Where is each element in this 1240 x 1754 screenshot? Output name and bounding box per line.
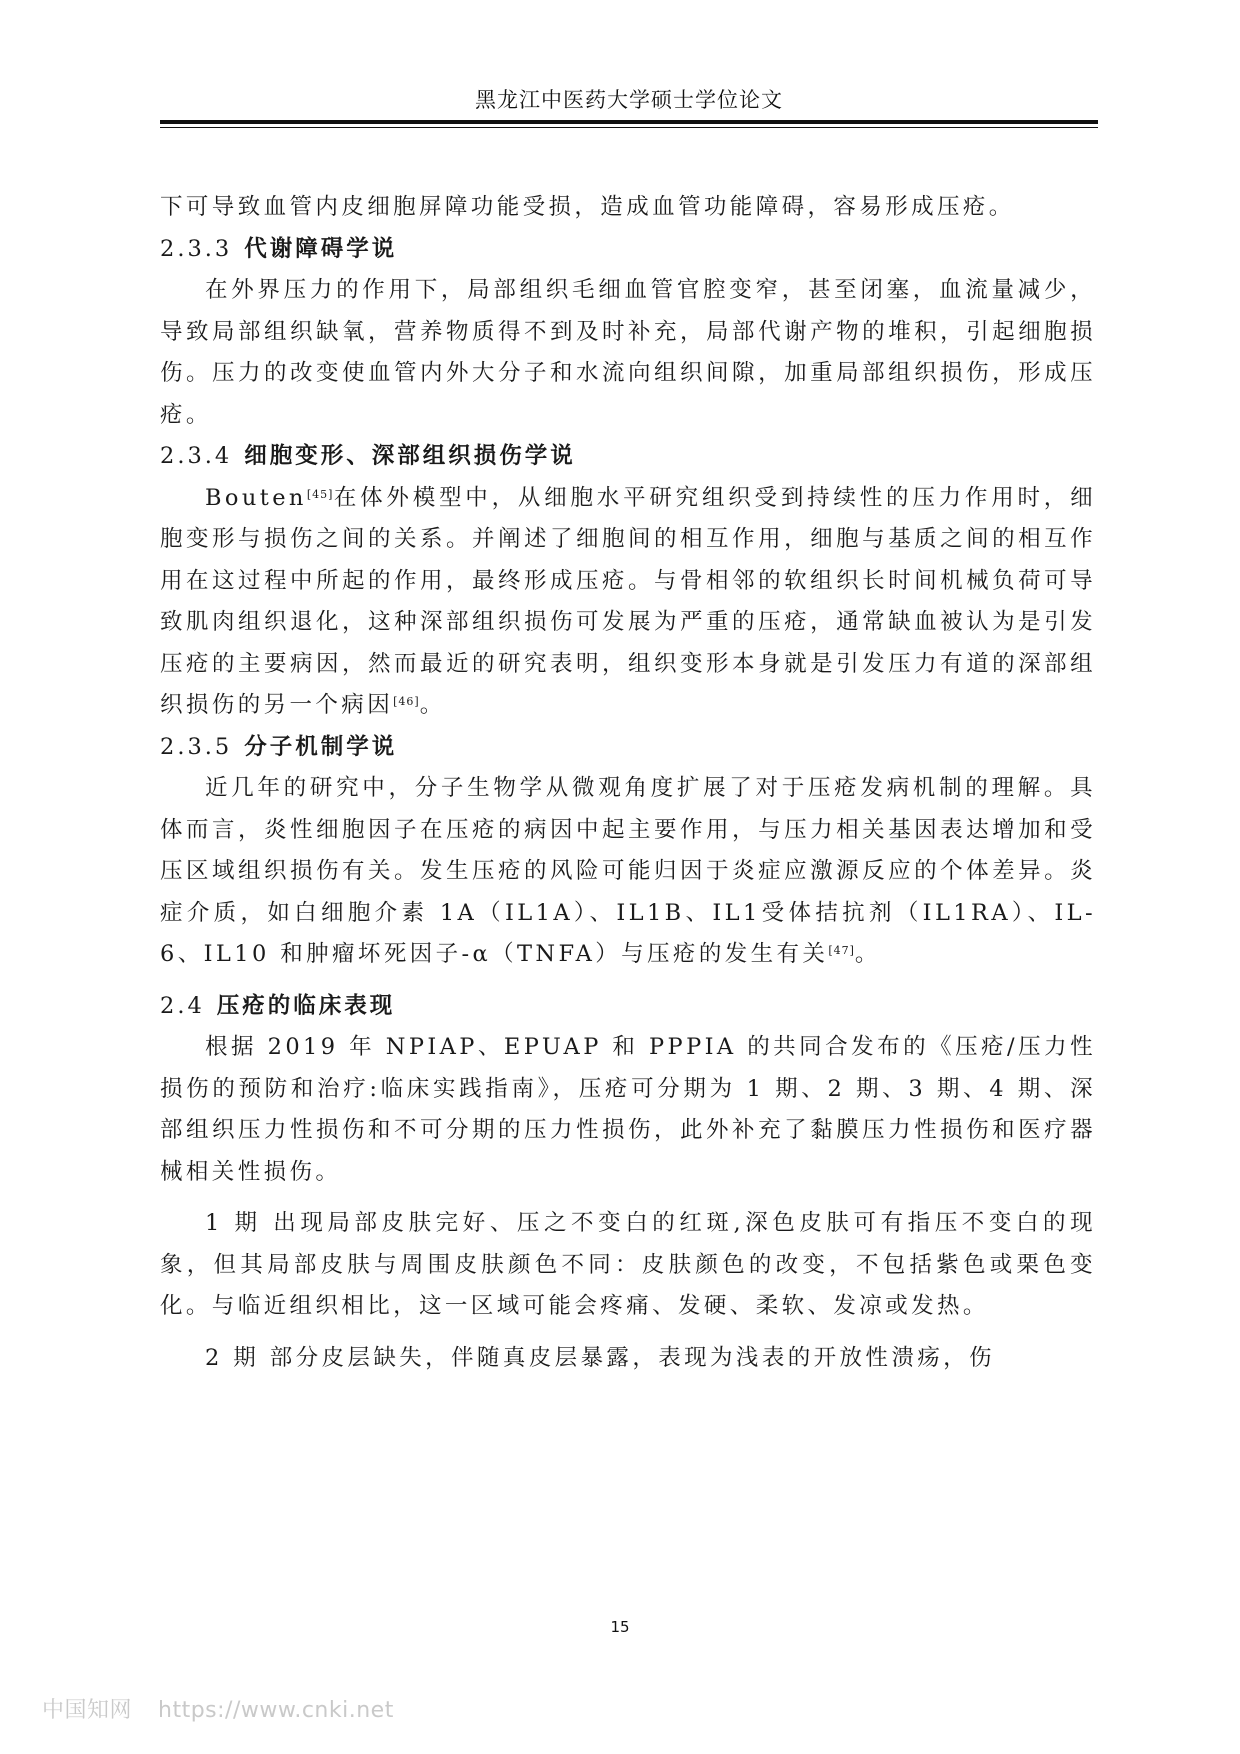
paragraph-stage-1: 1 期 出现局部皮肤完好、压之不变白的红斑,深色皮肤可有指压不变白的现象，但其局部皮肤与周围皮肤颜色不同：皮肤颜色的改变，不包括紫色或栗色变化。与临近组织相比，这一区域可能会疼痛、发硬、柔软、发凉或发热。: [160, 1210, 1096, 1319]
citation-ref: [47]: [828, 944, 855, 957]
header-rule-thin: [160, 127, 1098, 128]
paragraph-text: 。: [854, 941, 881, 967]
watermark-brand: 中国知网: [42, 1698, 133, 1723]
watermark-url: https://www.cnki.net: [158, 1698, 394, 1723]
section-title: 压疮的临床表现: [216, 992, 396, 1019]
section-number: 2.3.4: [160, 443, 233, 469]
citation-ref: [46]: [393, 695, 420, 708]
section-number: 2.4: [160, 992, 205, 1019]
section-heading-2-3-3: [160, 229, 1096, 271]
section-number: 2.3.5: [160, 733, 233, 760]
paragraph-stage-2: 2 期 部分皮层缺失，伴随真皮层暴露，表现为浅表的开放性溃疡，伤: [205, 1344, 995, 1371]
cnki-watermark: [42, 1693, 394, 1724]
section-title: 代谢障碍学说: [244, 235, 398, 262]
section-title: 细胞变形、深部组织损伤学说: [244, 443, 576, 469]
paragraph-molecular: [160, 768, 1096, 976]
paragraph-clinical: 根据 2019 年 NPIAP、EPUAP 和 PPPIA 的共同合发布的《压疮/压力性损伤的预防和治疗:临床实践指南》，压疮可分期为 1 期、2 期、3 期、4 期、深部组织压力性损伤和不可分期的压力性损伤，此外补充了黏膜压力性损伤和医疗器械相关性损伤。: [160, 1034, 1096, 1185]
section-heading-2-4: [160, 986, 1096, 1028]
paragraph-cell-deformation: [160, 478, 1096, 727]
author-name: Bouten: [205, 484, 307, 511]
section-number: 2.3.3: [160, 235, 233, 262]
paragraph-text: 。: [419, 692, 446, 718]
page-number: 15: [610, 1618, 630, 1636]
section-heading-2-3-5: [160, 727, 1096, 769]
section-title: 分子机制学说: [244, 733, 398, 760]
header-rule-thick: [160, 120, 1098, 124]
running-header: 黑龙江中医药大学硕士学位论文: [475, 88, 783, 112]
citation-ref: [45]: [306, 487, 334, 501]
paragraph-metabolic: 在外界压力的作用下，局部组织毛细血管官腔变窄，甚至闭塞，血流量减少，导致局部组织缺氧，营养物质得不到及时补充，局部代谢产物的堆积，引起细胞损伤。压力的改变使血管内外大分子和水流向组织间隙，加重局部组织损伤，形成压疮。: [160, 277, 1096, 428]
page-body: [160, 187, 1096, 1379]
paragraph-text: 近几年的研究中，分子生物学从微观角度扩展了对于压疮发病机制的理解。具体而言，炎性细胞因子在压疮的病因中起主要作用，与压力相关基因表达增加和受压区域组织损伤有关。发生压疮的风险可能归因于炎症应激源反应的个体差异。炎症介质，如白细胞介素 1A（IL1A）、IL1B、IL1受体拮抗剂（IL1RA）、IL-6、IL10 和肿瘤坏死因子-α（TNFA）与压疮的发生有关: [160, 775, 1096, 967]
paragraph-text: 在体外模型中，从细胞水平研究组织受到持续性的压力作用时，细胞变形与损伤之间的关系。并阐述了细胞间的相互作用，细胞与基质之间的相互作用在这过程中所起的作用，最终形成压疮。与骨相邻的软组织长时间机械负荷可导致肌肉组织退化，这种深部组织损伤可发展为严重的压疮，通常缺血被认为是引发压疮的主要病因，然而最近的研究表明，组织变形本身就是引发压力有道的深部组织损伤的另一个病因: [160, 484, 1096, 718]
section-heading-2-3-4: [160, 436, 1096, 478]
paragraph-continuation: 下可导致血管内皮细胞屏障功能受损，造成血管功能障碍，容易形成压疮。: [160, 194, 1015, 220]
